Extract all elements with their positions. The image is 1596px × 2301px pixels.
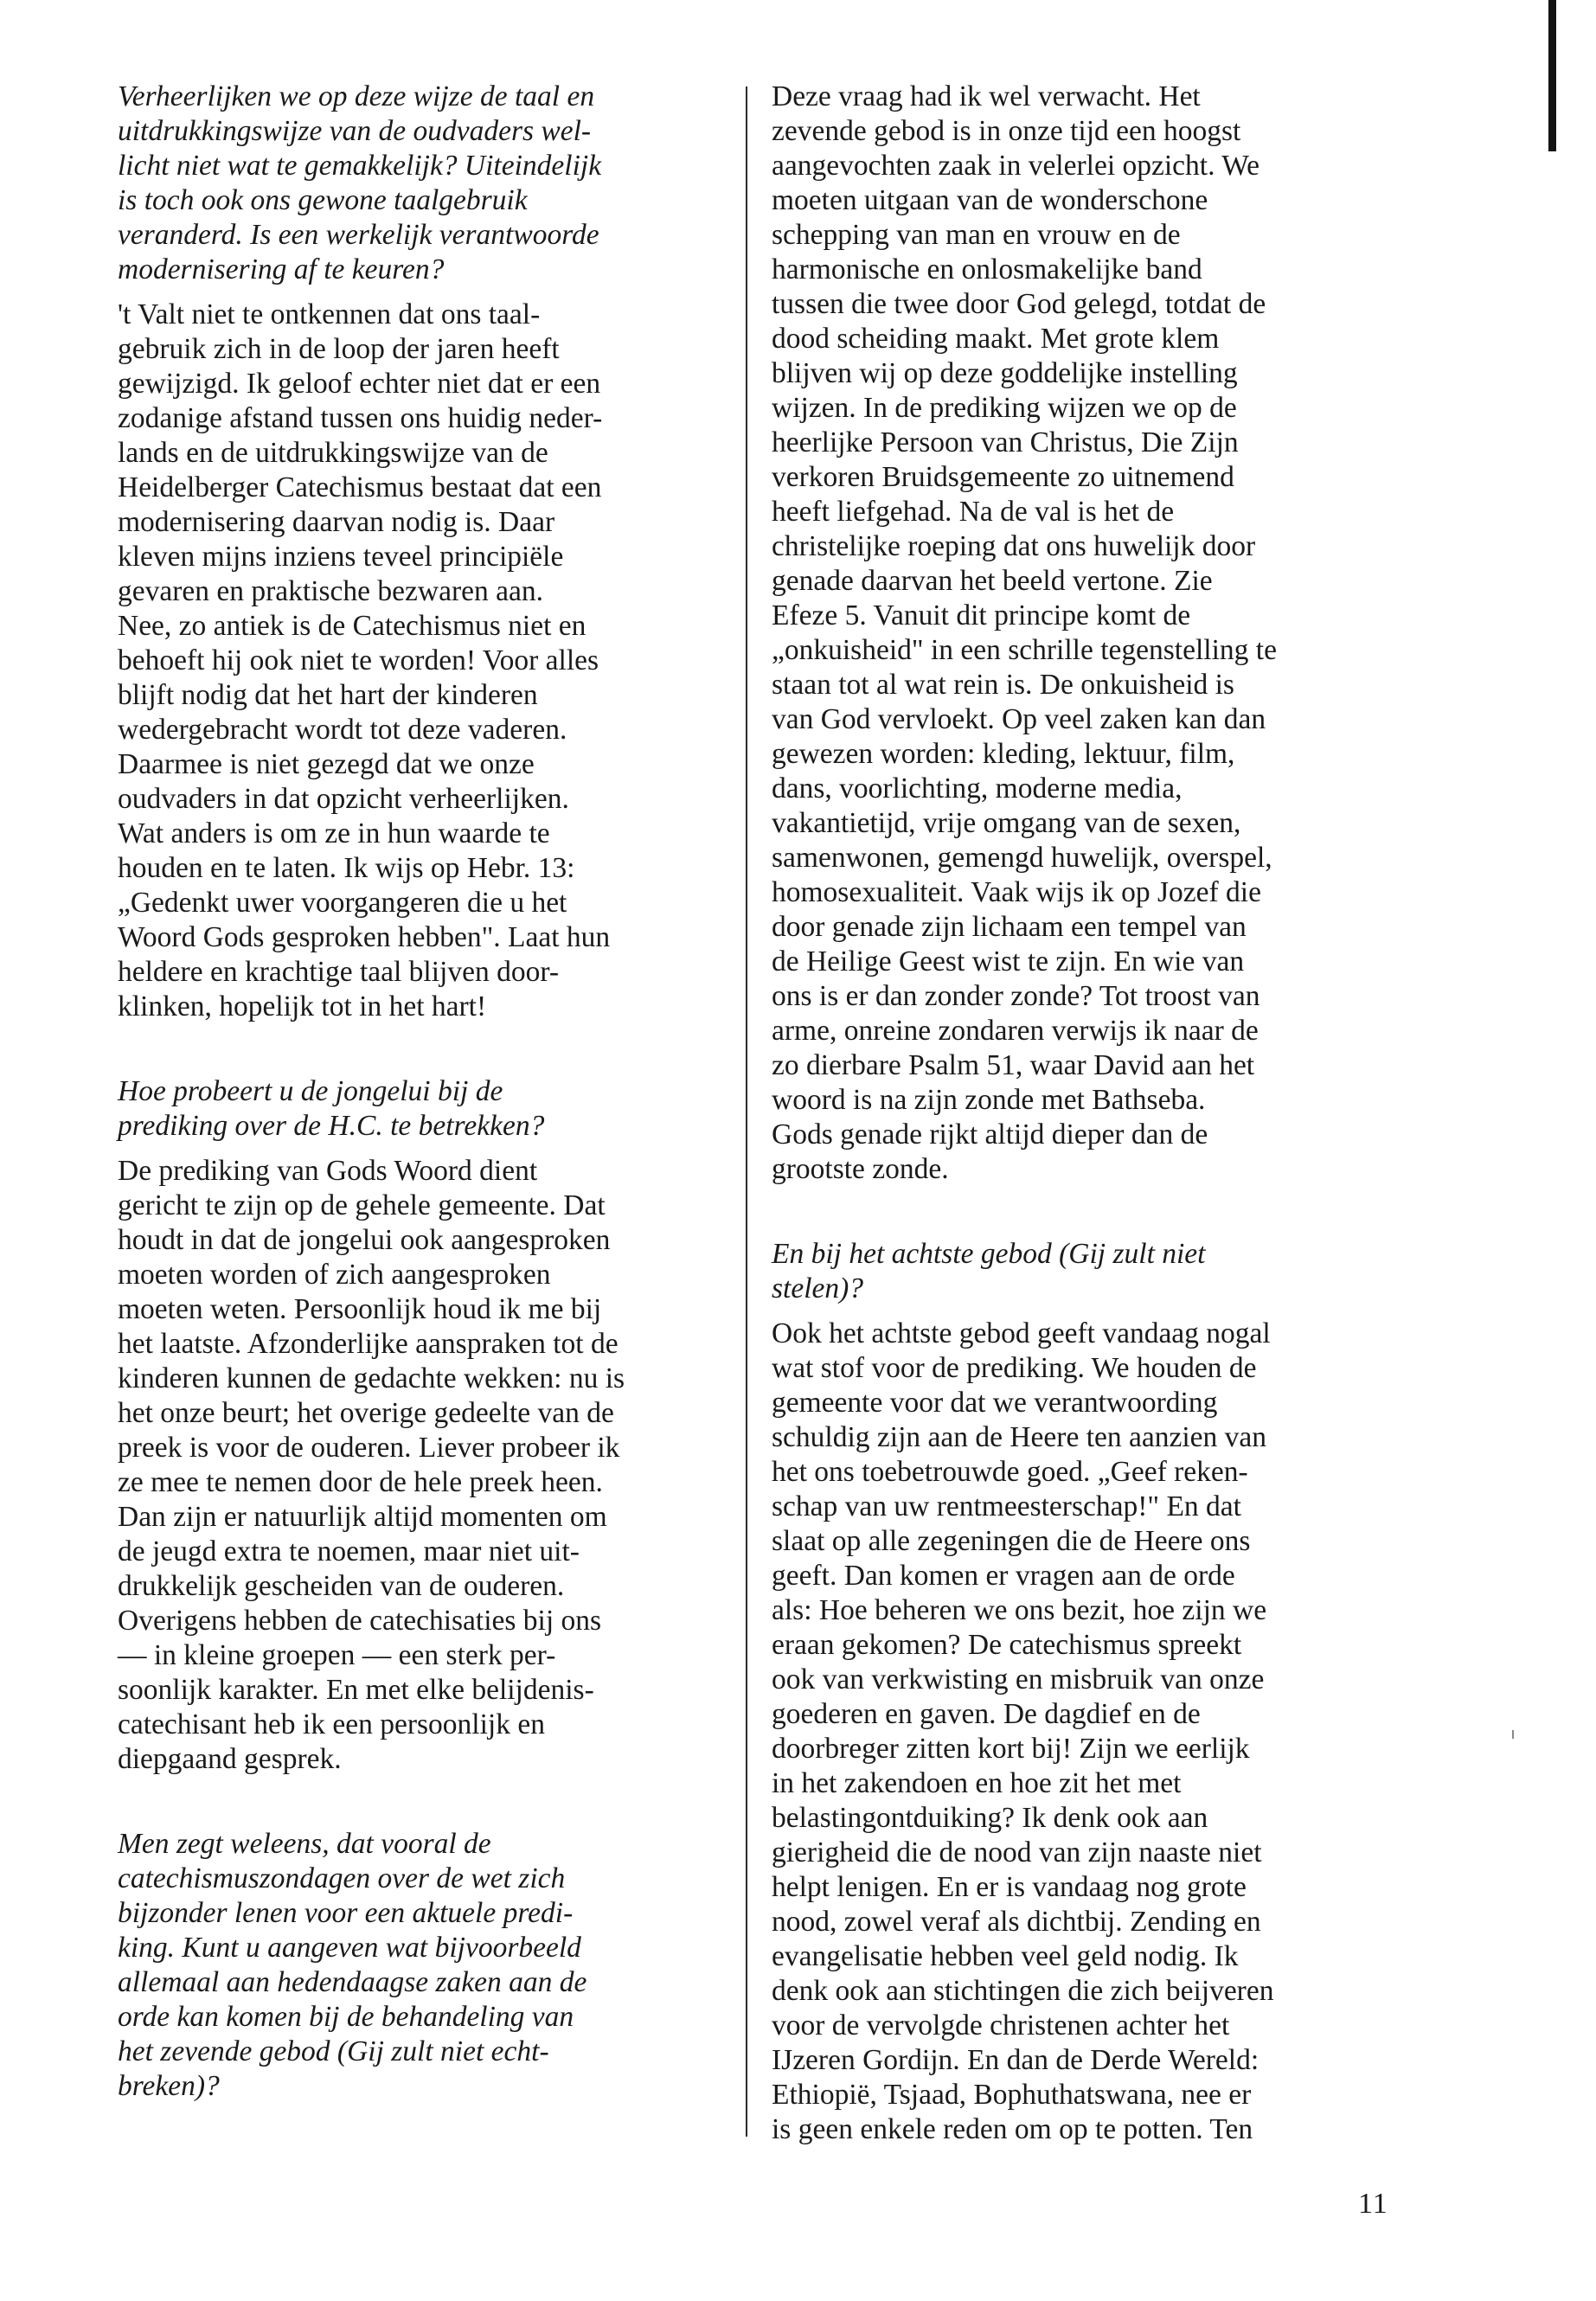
answer-1 (118, 298, 740, 1024)
text-line: licht niet wat te gemakkelijk? Uiteindelijk (118, 150, 602, 182)
text-line: staan tot al wat rein is. De onkuisheid is (772, 669, 1234, 701)
text-line: heerlijke Persoon van Christus, Die Zijn (772, 426, 1239, 458)
text-line: Nee, zo antiek is de Catechismus niet en (118, 610, 586, 642)
text-line: IJzeren Gordijn. En dan de Derde Wereld: (772, 2044, 1259, 2076)
text-line: de Heilige Geest wist te zijn. En wie van (772, 945, 1245, 977)
text-line: Efeze 5. Vanuit dit principe komt de (772, 599, 1191, 631)
text-line: catechismuszondagen over de wet zich (118, 1862, 566, 1894)
question-2 (118, 1074, 740, 1144)
text-line: houden en te laten. Ik wijs op Hebr. 13: (118, 852, 575, 884)
margin-speck (1512, 1730, 1514, 1739)
text-line: breken)? (118, 2070, 220, 2102)
text-line: in het zakendoen en hoe zit het met (772, 1767, 1182, 1799)
text-line: slaat op alle zegeningen die de Heere ons (772, 1525, 1251, 1557)
column-divider (746, 87, 747, 2137)
text-line: klinken, hopelijk tot in het hart! (118, 990, 487, 1022)
text-line: als: Hoe beheren we ons bezit, hoe zijn we (772, 1594, 1267, 1626)
text-line: nood, zowel veraf als dichtbij. Zending en (772, 1906, 1261, 1938)
text-line: drukkelijk gescheiden van de ouderen. (118, 1570, 565, 1602)
text-line: Men zegt weleens, dat vooral de (118, 1828, 491, 1860)
answer-4 (772, 1317, 1394, 2147)
text-line: gebruik zich in de loop der jaren heeft (118, 333, 560, 365)
question-4 (772, 1237, 1394, 1306)
text-line: genade daarvan het beeld vertone. Zie (772, 565, 1213, 597)
text-line: Gods genade rijkt altijd dieper dan de (772, 1118, 1208, 1150)
question-3 (118, 1827, 740, 2104)
text-line: uitdrukkingswijze van de oudvaders wel- (118, 115, 592, 147)
text-line: lands en de uitdrukkingswijze van de (118, 437, 548, 469)
page-number: 11 (1358, 2188, 1388, 2220)
text-line: De prediking van Gods Woord dient (118, 1155, 538, 1187)
text-line: heeft liefgehad. Na de val is het de (772, 496, 1175, 528)
text-line: „onkuisheid" in een schrille tegenstelling te (772, 634, 1277, 666)
text-line: orde kan komen bij de behandeling van (118, 2001, 574, 2033)
text-line: behoeft hij ook niet te worden! Voor alles (118, 644, 599, 676)
text-line: veranderd. Is een werkelijk verantwoorde (118, 219, 599, 251)
text-line: Verheerlijken we op deze wijze de taal en (118, 80, 595, 112)
text-line: dood scheiding maakt. Met grote klem (772, 323, 1220, 355)
text-line: modernisering daarvan nodig is. Daar (118, 506, 555, 538)
text-line: gemeente voor dat we verantwoording (772, 1387, 1218, 1419)
answer-2 (118, 1154, 740, 1777)
text-line: het laatste. Afzonderlijke aanspraken tot de (118, 1328, 619, 1360)
text-line: de jeugd extra te noemen, maar niet uit- (118, 1535, 580, 1567)
text-line: samenwonen, gemengd huwelijk, overspel, (772, 842, 1272, 874)
text-line: wat stof voor de prediking. We houden de (772, 1352, 1257, 1384)
text-line: voor de vervolgde christenen achter het (772, 2009, 1230, 2041)
text-line: houdt in dat de jongelui ook aangesproken (118, 1224, 611, 1256)
text-line: wijzen. In de prediking wijzen we op de (772, 392, 1237, 424)
text-line: kinderen kunnen de gedachte wekken: nu is (118, 1362, 625, 1394)
text-line: het onze beurt; het overige gedeelte van de (118, 1397, 614, 1429)
text-line: ons is er dan zonder zonde? Tot troost van (772, 980, 1260, 1012)
text-line: Ethiopië, Tsjaad, Bophuthatswana, nee er (772, 2079, 1252, 2111)
text-line: belastingontduiking? Ik denk ook aan (772, 1802, 1208, 1834)
question-1 (118, 80, 740, 287)
left-column (118, 80, 740, 2104)
text-line: evangelisatie hebben veel geld nodig. Ik (772, 1940, 1239, 1972)
text-line: „Gedenkt uwer voorgangeren die u het (118, 887, 567, 919)
text-line: doorbreger zitten kort bij! Zijn we eerlijk (772, 1733, 1250, 1765)
answer-3 (772, 80, 1394, 1187)
text-line: Deze vraag had ik wel verwacht. Het (772, 80, 1201, 112)
text-line: woord is na zijn zonde met Bathseba. (772, 1084, 1206, 1116)
text-line: soonlijk karakter. En met elke belijdenis- (118, 1674, 594, 1706)
text-line: vakantietijd, vrije omgang van de sexen, (772, 807, 1241, 839)
text-line: Hoe probeert u de jongelui bij de (118, 1075, 503, 1107)
text-line: ook van verkwisting en misbruik van onze (772, 1663, 1265, 1695)
text-line: oudvaders in dat opzicht verheerlijken. (118, 783, 569, 815)
text-line: gewezen worden: kleding, lektuur, film, (772, 738, 1235, 770)
text-line: door genade zijn lichaam een tempel van (772, 911, 1247, 943)
text-line: goederen en gaven. De dagdief en de (772, 1698, 1201, 1730)
text-line: helpt lenigen. En er is vandaag nog grote (772, 1871, 1247, 1903)
text-line: bijzonder lenen voor een aktuele predi- (118, 1897, 574, 1929)
text-line: christelijke roeping dat ons huwelijk door (772, 530, 1256, 562)
text-line: Woord Gods gesproken hebben". Laat hun (118, 921, 611, 953)
text-line: kleven mijns inziens teveel principiële (118, 541, 564, 573)
text-line: het ons toebetrouwde goed. „Geef reken- (772, 1456, 1248, 1488)
text-line: preek is voor de ouderen. Liever probeer ik (118, 1432, 620, 1464)
text-line: gericht te zijn op de gehele gemeente. Dat (118, 1189, 606, 1221)
text-line: is geen enkele reden om op te potten. Ten (772, 2113, 1253, 2145)
text-line: moeten uitgaan van de wonderschone (772, 184, 1208, 216)
text-line: En bij het achtste gebod (Gij zult niet (772, 1238, 1206, 1270)
text-line: gewijzigd. Ik geloof echter niet dat er een (118, 368, 601, 400)
text-line: zodanige afstand tussen ons huidig neder- (118, 402, 603, 434)
text-line: gevaren en praktische bezwaren aan. (118, 575, 543, 607)
text-line: moeten worden of zich aangesproken (118, 1259, 551, 1291)
text-line: Overigens hebben de catechisaties bij ons (118, 1605, 602, 1637)
text-line: schuldig zijn aan de Heere ten aanzien van (772, 1421, 1267, 1453)
text-line: harmonische en onlosmakelijke band (772, 253, 1202, 285)
text-line: grootste zonde. (772, 1153, 949, 1185)
text-line: zo dierbare Psalm 51, waar David aan het (772, 1049, 1255, 1081)
text-line: heldere en krachtige taal blijven door- (118, 956, 559, 988)
text-line: stelen)? (772, 1272, 864, 1304)
text-line: Dan zijn er natuurlijk altijd momenten om (118, 1501, 607, 1533)
text-line: 't Valt niet te ontkennen dat ons taal- (118, 298, 541, 330)
text-line: verkoren Bruidsgemeente zo uitnemend (772, 461, 1234, 493)
text-line: allemaal aan hedendaagse zaken aan de (118, 1966, 587, 1998)
text-line: wedergebracht wordt tot deze vaderen. (118, 714, 567, 746)
text-line: aangevochten zaak in velerlei opzicht. We (772, 150, 1260, 182)
text-line: van God vervloekt. Op veel zaken kan dan (772, 703, 1266, 735)
text-line: Wat anders is om ze in hun waarde te (118, 817, 550, 849)
text-line: gierigheid die de nood van zijn naaste niet (772, 1836, 1262, 1868)
text-line: Daarmee is niet gezegd dat we onze (118, 748, 535, 780)
right-column (772, 80, 1394, 2147)
edge-bar (1548, 0, 1556, 151)
text-line: king. Kunt u aangeven wat bijvoorbeeld (118, 1932, 581, 1964)
text-line: ze mee te nemen door de hele preek heen. (118, 1466, 603, 1498)
text-line: modernisering af te keuren? (118, 253, 445, 285)
text-line: zevende gebod is in onze tijd een hoogst (772, 115, 1241, 147)
text-line: schepping van man en vrouw en de (772, 219, 1181, 251)
text-line: prediking over de H.C. te betrekken? (118, 1110, 545, 1142)
text-line: — in kleine groepen — een sterk per- (118, 1639, 556, 1671)
text-line: geeft. Dan komen er vragen aan de orde (772, 1560, 1235, 1592)
text-line: eraan gekomen? De catechismus spreekt (772, 1629, 1242, 1661)
text-line: blijft nodig dat het hart der kinderen (118, 679, 538, 711)
text-line: het zevende gebod (Gij zult niet echt- (118, 2035, 549, 2067)
text-line: diepgaand gesprek. (118, 1743, 342, 1775)
text-line: is toch ook ons gewone taalgebruik (118, 184, 528, 216)
text-line: tussen die twee door God gelegd, totdat de (772, 288, 1266, 320)
text-line: homosexualiteit. Vaak wijs ik op Jozef die (772, 876, 1261, 908)
text-line: Heidelberger Catechismus bestaat dat een (118, 471, 602, 503)
text-line: catechisant heb ik een persoonlijk en (118, 1708, 545, 1740)
text-line: Ook het achtste gebod geeft vandaag nogal (772, 1317, 1271, 1349)
text-line: schap van uw rentmeesterschap!" En dat (772, 1490, 1241, 1522)
text-line: moeten weten. Persoonlijk houd ik me bij (118, 1293, 602, 1325)
text-line: blijven wij op deze goddelijke instelling (772, 357, 1238, 389)
text-line: dans, voorlichting, moderne media, (772, 772, 1183, 804)
text-line: denk ook aan stichtingen die zich beijveren (772, 1975, 1274, 2007)
text-line: arme, onreine zondaren verwijs ik naar de (772, 1015, 1259, 1047)
